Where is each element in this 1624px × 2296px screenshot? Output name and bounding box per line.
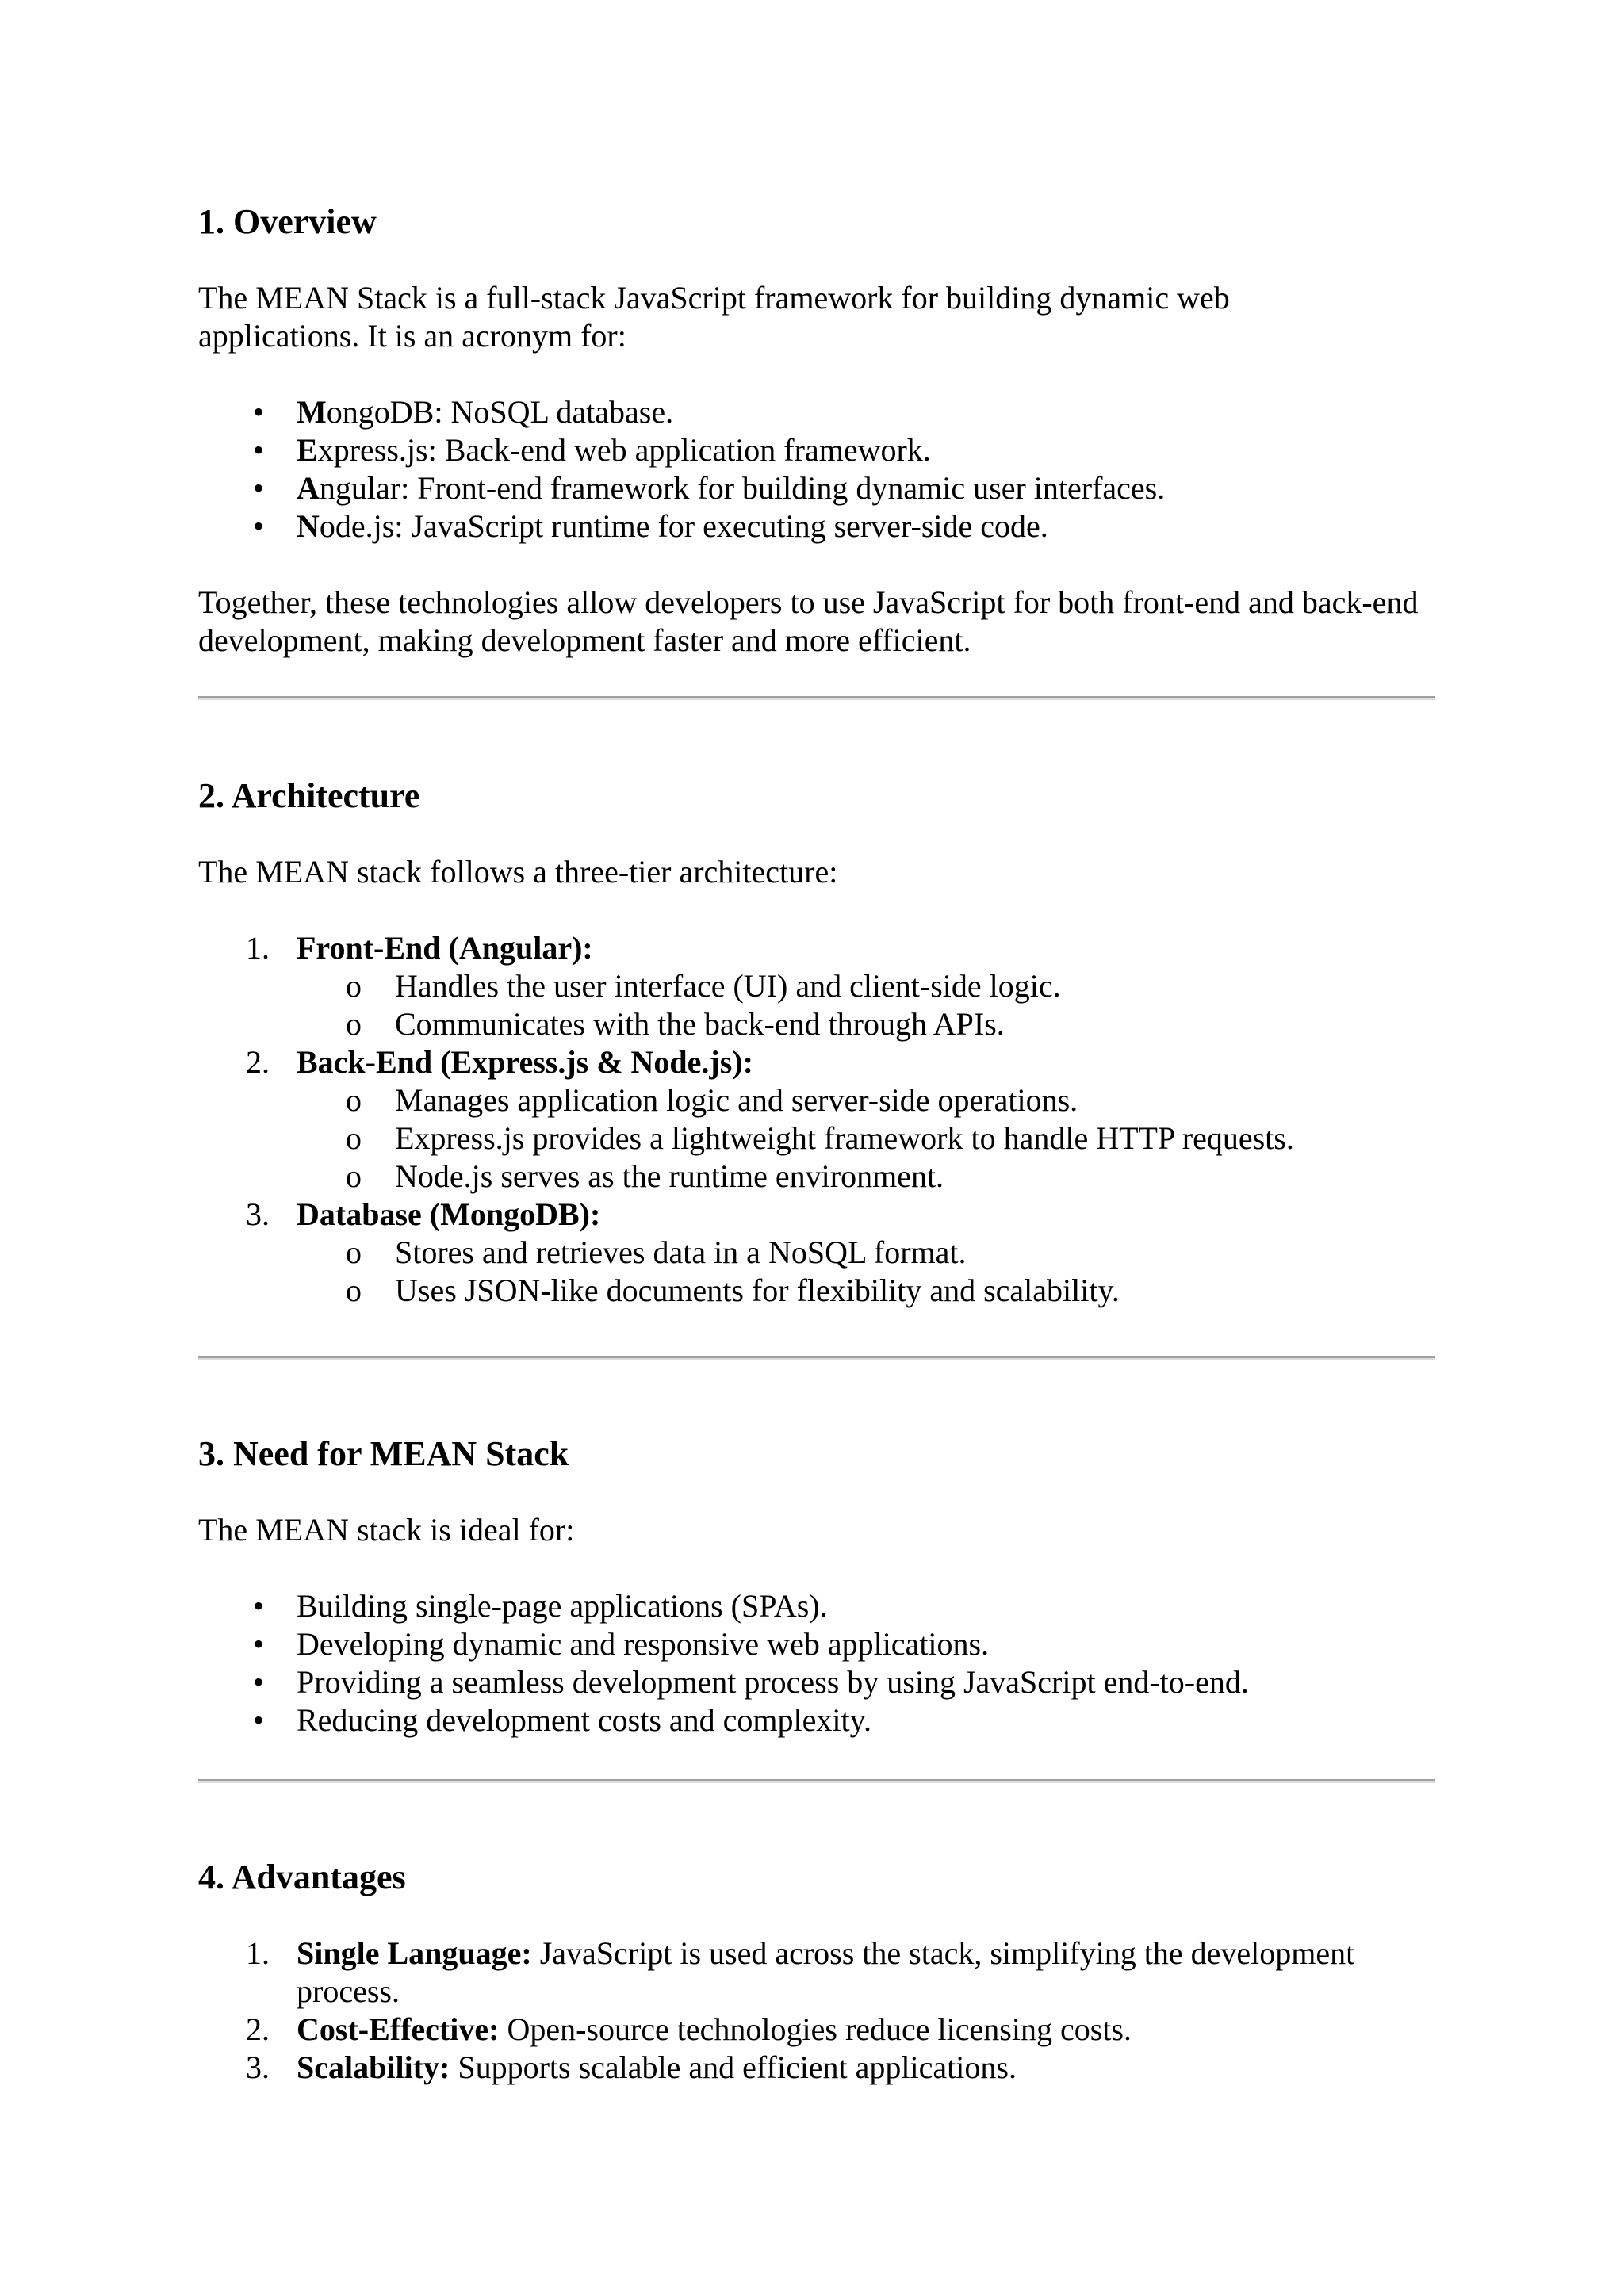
list-item [198, 1663, 1435, 1701]
need-heading: 3. Need for MEAN Stack [198, 1434, 569, 1473]
advantages-section [198, 1857, 1435, 2087]
bullet-icon: • [252, 1588, 264, 1624]
bullet-icon: • [252, 508, 264, 544]
list-item [198, 1043, 1435, 1081]
advantage-text: JavaScript is used across the stack, simplifying the development process. [297, 1935, 1355, 2009]
list-item [198, 1701, 1435, 1739]
bullet-icon: • [252, 1664, 264, 1700]
need-text: Building single-page applications (SPAs). [297, 1588, 828, 1624]
sub-list-item [198, 1234, 1435, 1272]
circle-bullet-icon: o [346, 1120, 362, 1156]
need-text: Reducing development costs and complexity. [297, 1702, 872, 1738]
list-number: 1. [246, 1935, 270, 1971]
acronym-letter: E [297, 432, 318, 468]
need-intro: The MEAN stack is ideal for: [198, 1512, 575, 1548]
tier-point: Handles the user interface (UI) and client-side logic. [395, 968, 1061, 1004]
need-list [198, 1587, 1435, 1739]
acronym-letter: N [297, 508, 320, 544]
tier-point: Communicates with the back-end through APIs. [395, 1006, 1005, 1042]
list-item [198, 2049, 1435, 2087]
tier-point: Stores and retrieves data in a NoSQL format. [395, 1234, 967, 1270]
architecture-section [198, 775, 1435, 1310]
tier-title: Database (MongoDB): [297, 1196, 601, 1232]
list-item [198, 393, 1435, 431]
bullet-icon: • [252, 1626, 264, 1662]
list-item [198, 469, 1435, 507]
circle-bullet-icon: o [346, 1082, 362, 1118]
list-item [198, 1625, 1435, 1663]
advantages-list [198, 1934, 1435, 2087]
section-divider [198, 696, 1435, 700]
acronym-text: ngular: Front-end framework for building dynamic user interfaces. [319, 470, 1166, 506]
sub-list-item [198, 1158, 1435, 1196]
bullet-icon: • [252, 432, 264, 468]
tier-list [198, 929, 1435, 1310]
list-number: 3. [246, 2049, 270, 2085]
section-divider [198, 1779, 1435, 1783]
circle-bullet-icon: o [346, 1006, 362, 1042]
overview-intro: The MEAN Stack is a full-stack JavaScript framework for building dynamic web applications. It is an acronym for: [198, 280, 1230, 354]
acronym-text: ongoDB: NoSQL database. [326, 394, 674, 430]
list-item [198, 1934, 1391, 2011]
architecture-heading: 2. Architecture [198, 776, 420, 815]
list-number: 1. [246, 930, 270, 966]
sub-list-item [198, 1081, 1435, 1119]
sub-list-item [198, 967, 1435, 1005]
sub-list-item [198, 1005, 1435, 1043]
need-text: Developing dynamic and responsive web applications. [297, 1626, 990, 1662]
architecture-intro: The MEAN stack follows a three-tier architecture: [198, 854, 838, 890]
advantages-heading: 4. Advantages [198, 1858, 406, 1896]
tier-point: Node.js serves as the runtime environment. [395, 1158, 944, 1194]
acronym-text: xpress.js: Back-end web application framework. [317, 432, 931, 468]
list-item [198, 507, 1435, 545]
need-section [198, 1433, 1435, 1739]
circle-bullet-icon: o [346, 968, 362, 1004]
tier-title: Front-End (Angular): [297, 930, 593, 966]
acronym-list [198, 393, 1435, 545]
advantage-label: Scalability: [297, 2049, 450, 2085]
bullet-icon: • [252, 470, 264, 506]
sub-list-item [198, 1272, 1435, 1310]
overview-heading: 1. Overview [198, 202, 377, 241]
advantage-label: Single Language: [297, 1935, 532, 1971]
sub-list-item [198, 1119, 1435, 1158]
bullet-icon: • [252, 394, 264, 430]
list-number: 2. [246, 2011, 270, 2047]
overview-section [198, 201, 1435, 660]
advantage-text: Open-source technologies reduce licensing costs. [499, 2011, 1132, 2047]
list-number: 2. [246, 1044, 270, 1080]
acronym-letter: M [297, 394, 327, 430]
acronym-letter: A [297, 470, 320, 506]
circle-bullet-icon: o [346, 1272, 362, 1308]
tier-point: Uses JSON-like documents for flexibility and scalability. [395, 1272, 1120, 1308]
overview-conclusion: Together, these technologies allow developers to use JavaScript for both front-end and back-end development, making development faster and more efficient. [198, 584, 1419, 658]
list-number: 3. [246, 1196, 270, 1232]
advantage-label: Cost-Effective: [297, 2011, 500, 2047]
tier-point: Manages application logic and server-side operations. [395, 1082, 1078, 1118]
circle-bullet-icon: o [346, 1234, 362, 1270]
list-item [198, 929, 1435, 967]
advantage-text: Supports scalable and efficient applications. [450, 2049, 1017, 2085]
tier-title: Back-End (Express.js & Node.js): [297, 1044, 753, 1080]
need-text: Providing a seamless development process by using JavaScript end-to-end. [297, 1664, 1249, 1700]
acronym-text: ode.js: JavaScript runtime for executing server-side code. [319, 508, 1048, 544]
list-item [198, 1587, 1435, 1625]
section-divider [198, 1356, 1435, 1360]
list-item [198, 431, 1435, 469]
list-item [198, 1196, 1435, 1234]
bullet-icon: • [252, 1702, 264, 1738]
tier-point: Express.js provides a lightweight framework to handle HTTP requests. [395, 1120, 1294, 1156]
circle-bullet-icon: o [346, 1158, 362, 1194]
list-item [198, 2011, 1435, 2049]
